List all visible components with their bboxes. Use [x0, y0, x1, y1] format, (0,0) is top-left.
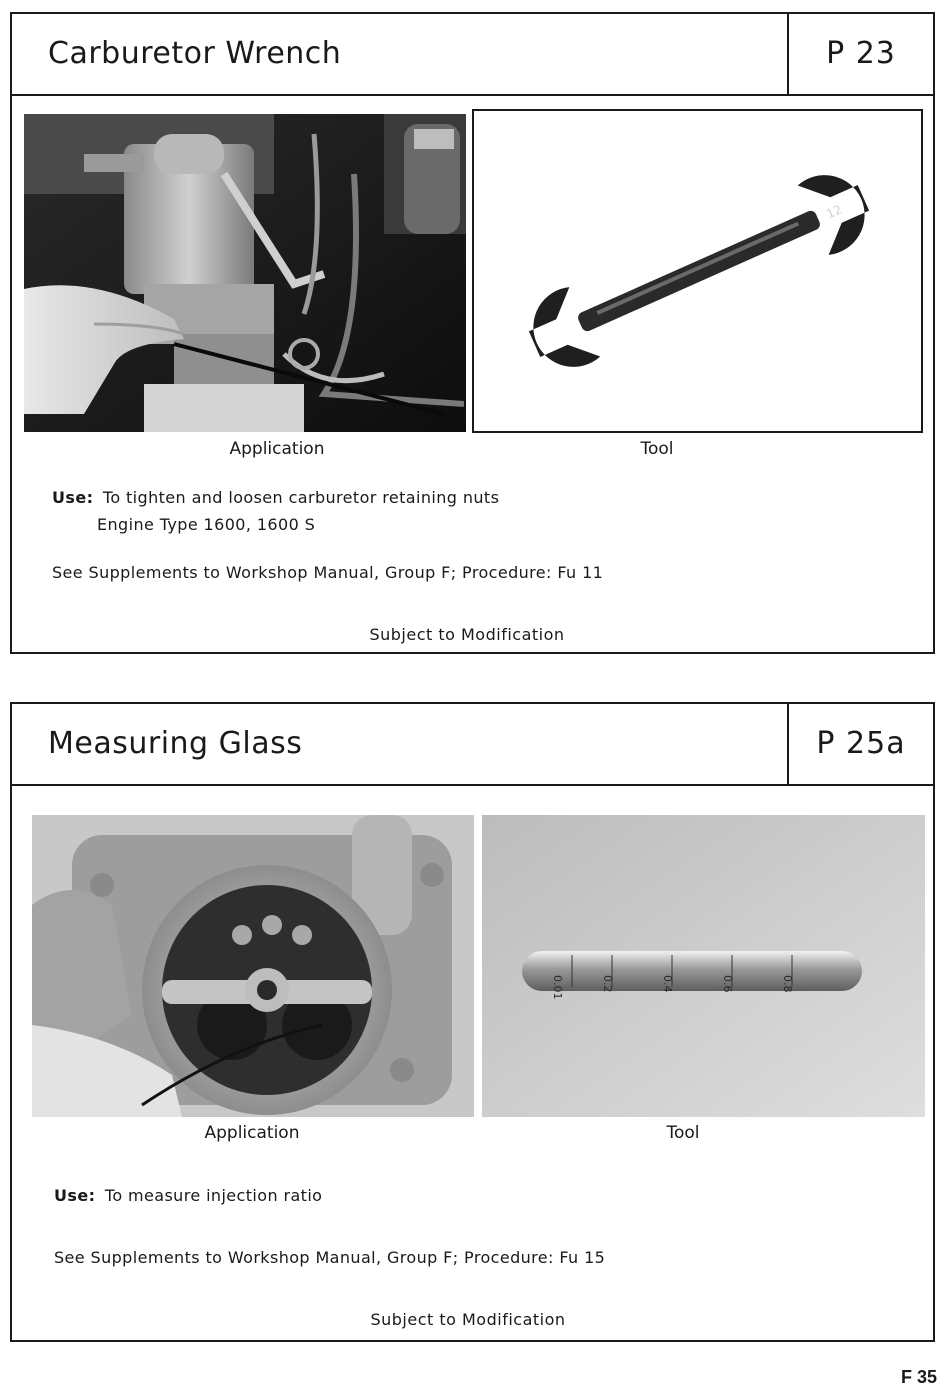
tool-card-measuring-glass: [10, 702, 935, 1342]
tool-photo: [482, 815, 925, 1117]
tool-code: P 23: [826, 36, 896, 71]
subject-to-modification: Subject to Modification: [370, 1310, 566, 1329]
application-photo: [24, 114, 466, 432]
glass-marking: 0.4: [661, 975, 674, 993]
engine-type: Engine Type 1600, 1600 S: [97, 515, 316, 534]
use-line: [52, 488, 499, 507]
application-photo: [32, 815, 474, 1117]
card-header: [12, 14, 933, 96]
code-cell: [787, 14, 933, 94]
use-text: To tighten and loosen carburetor retaining nuts: [102, 488, 500, 507]
wrench-size-marking: 12: [824, 202, 845, 222]
application-caption: Application: [229, 439, 325, 459]
glass-marking: 0.01: [551, 975, 564, 1000]
tool-photo: [472, 109, 923, 433]
glass-marking: 0.8: [781, 975, 794, 993]
subject-to-modification: Subject to Modification: [369, 625, 565, 644]
glass-marking: 0.6: [721, 975, 734, 993]
card-title: Measuring Glass: [48, 726, 303, 761]
measuring-glass-icon: [482, 815, 925, 1117]
tool-card-carburetor-wrench: [10, 12, 935, 654]
glass-marking: 0.2: [601, 975, 614, 993]
code-cell: [787, 704, 933, 784]
use-label: Use:: [52, 488, 94, 507]
tool-code: P 25a: [816, 726, 906, 761]
wrench-icon: [474, 111, 921, 431]
use-label: Use:: [54, 1186, 96, 1205]
tool-caption: Tool: [640, 439, 674, 459]
carburetor-engine-illustration: [24, 114, 466, 432]
carburetor-top-illustration: [32, 815, 474, 1117]
use-line: [54, 1186, 322, 1205]
reference-line: See Supplements to Workshop Manual, Group F; Procedure: Fu 11: [52, 563, 604, 582]
tool-caption: Tool: [666, 1123, 700, 1143]
application-caption: Application: [204, 1123, 300, 1143]
page-number: F 35: [900, 1367, 937, 1387]
use-text: To measure injection ratio: [104, 1186, 323, 1205]
reference-line: See Supplements to Workshop Manual, Group F; Procedure: Fu 15: [54, 1248, 606, 1267]
card-header: [12, 704, 933, 786]
card-title: Carburetor Wrench: [48, 36, 342, 71]
